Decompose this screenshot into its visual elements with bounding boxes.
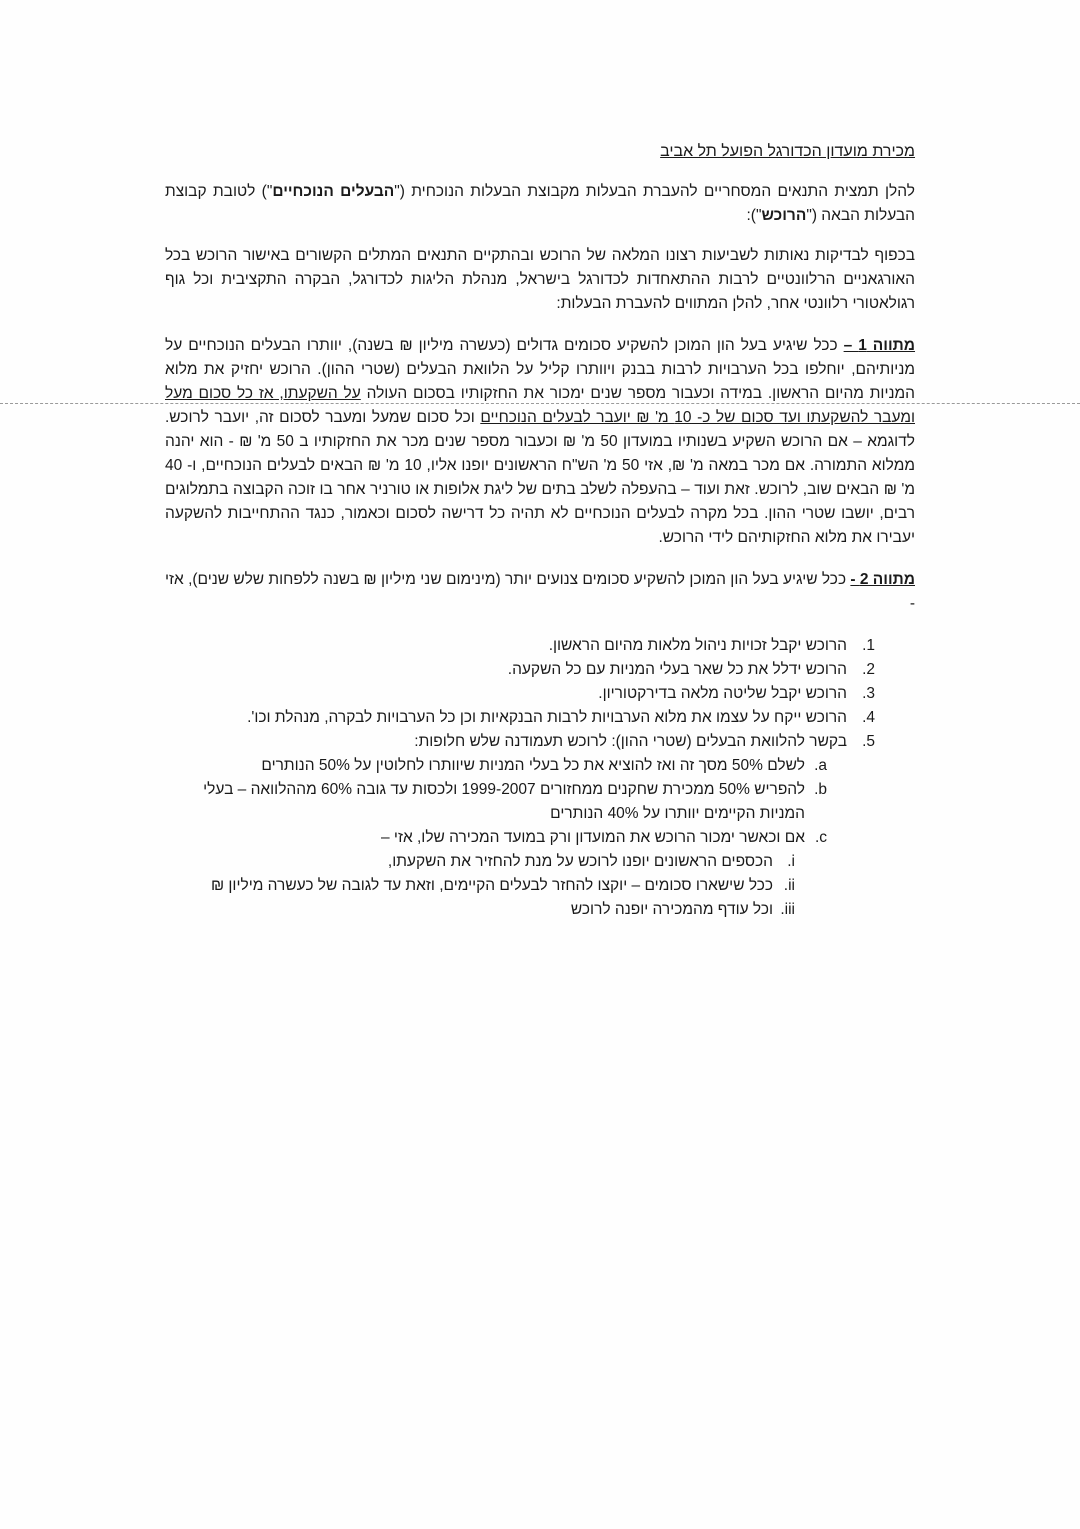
intro-bold-buyer: הרוכש	[761, 207, 807, 224]
list-item	[165, 658, 875, 682]
intro-text-3: "):	[746, 207, 762, 224]
sub-sub-list-item-text: הכספים הראשונים יופנו לרוכש על מנת להחזיר את השקעתו,	[387, 853, 773, 870]
sub-list-item-text: אם וכאשר ימכור הרוכש את המועדון ורק במועד המכירה שלו, אזי –	[380, 829, 805, 846]
sub-sub-list-item	[165, 850, 795, 874]
list-item-number: 2.	[862, 661, 875, 678]
intro-text-2: ") לטובת קבוצת הבעלות הבאה ("	[165, 183, 915, 224]
list-item-text: הרוכש יקבל זכויות ניהול מלאות מהיום הראשון.	[548, 637, 847, 654]
document-body	[165, 140, 915, 922]
sub-sub-list-item-numeral: i.	[787, 853, 795, 870]
sub-list-item-text: לשלם 50% מסך זה ואז להוציא את כל בעלי המניות שיוותרו לחלוטין על 50% הנותרים	[261, 757, 805, 774]
sub-sub-list-item-numeral: ii.	[783, 877, 795, 894]
list-item	[165, 730, 875, 922]
alternatives-list	[165, 754, 847, 922]
document-title: מכירת מועדון הכדורגל הפועל תל אביב	[660, 143, 915, 160]
sub-sub-list-item-text: ככל שישארו סכומים – יוקצו להחזר לבעלים הקיימים, וזאת עד לגובה של כעשרה מיליון ₪	[210, 877, 773, 894]
sale-proceeds-list	[165, 850, 805, 922]
outline-2-heading: מתווה 2 -	[850, 571, 915, 588]
outline-1-text-underlined: על השקעתו, אז כל סכום מעל ומעבר להשקעתו ועד סכום של כ- 10 מ' ₪ יועבר לבעלים הנוכחיים	[165, 385, 915, 426]
list-item-text: בקשר להלוואת הבעלים (שטרי ההון): לרוכש תעמודנה שלש חלופות:	[414, 733, 847, 750]
intro-bold-current-owners: הבעלים הנוכחיים	[272, 183, 395, 200]
list-item-number: 4.	[862, 709, 875, 726]
list-item-number: 3.	[862, 685, 875, 702]
sub-list-item-text: להפריש 50% ממכירת שחקנים ממחזורים 1999-2007 ולכסות עד גובה 60% מההלוואה – בעלי המניות הקיימים יוותרו על 40% הנותרים	[203, 781, 805, 822]
list-item-number: 5.	[862, 733, 875, 750]
outline-2-list	[165, 634, 915, 922]
conditions-paragraph: בכפוף לבדיקות נאותות לשביעות רצונו המלאה של הרוכש ובהתקיים התנאים המתלים הקשורים באישור הרוכש בכל האורגאניים הרלוונטיים לרבות ההתאחדות לכדורגל בישראל, מנהלת הליגות לכדורגל, הבקרה התקציבית וכל גוף רגולאטורי רלוונטי אחר, להלן המתווים להעברת הבעלות:	[165, 247, 915, 312]
sub-list-item-letter: a.	[814, 757, 827, 774]
sub-list-item	[165, 778, 827, 826]
list-item	[165, 706, 875, 730]
sub-sub-list-item-text: וכל עודף מהמכירה יופנה לרוכש	[570, 901, 773, 918]
sub-sub-list-item	[165, 898, 795, 922]
sub-sub-list-item-numeral: iii.	[780, 901, 795, 918]
intro-text-1: להלן תמצית התנאים המסחריים להעברת הבעלות מקבוצת הבעלות הנוכחית ("	[394, 183, 915, 200]
list-item	[165, 634, 875, 658]
sub-list-item	[165, 754, 827, 778]
outline-1-heading: מתווה 1 –	[843, 337, 916, 354]
list-item	[165, 682, 875, 706]
outline-1-text-b: וכל סכום שמעל ומעבר לסכום זה, יועבר לרוכש. לדוגמא – אם הרוכש השקיע בשנותיו במועדון 50 מ' ₪ וכעבור מספר שנים מכר את החזקותיו ב 50 מ' ₪ - הוא יהנה ממלוא התמורה. אם מכר במאה מ' ₪, אזי 50 מ' הש"ח הראשונים יופנו אליו, 10 מ' ₪ הבאים לבעלים הנוכחיים, ו- 40 מ' ₪ הבאים שוב, לרוכש. זאת ועוד – בהעפלה לשלב בתים של ליגת אלופות או טורניר אחר בו זוכה הקבוצה בתמלוגים רבים, יושבו שטרי ההון. בכל מקרה לבעלים הנוכחיים לא תהיה כל דרישה לסכום וכאמור, כנגד ההתחייבות להשקעה יעבירו את מלוא החזקותיהם לידי הרוכש.	[165, 409, 916, 546]
intro-paragraph	[165, 180, 915, 228]
sub-list-item-letter: c.	[814, 829, 827, 846]
list-item-text: הרוכש ייקח על עצמו את מלוא הערבויות לרבות הבנקאיות וכן כל הערבויות לבקרה, מנהלת וכו'.	[247, 709, 847, 726]
sub-list-item-letter: b.	[814, 781, 827, 798]
list-item-text: הרוכש ידלל את כל שאר בעלי המניות עם כל השקעה.	[507, 661, 847, 678]
outline-1-text-a: ככל שיגיע בעל הון המוכן להשקיע סכומים גדולים (כעשרה מיליון ₪ בשנה), יוותרו הבעלים הנוכחיים על מניותיהם, יוחלפו בכל הערבויות לרבות בבנק ויוותרו קליל על הלוואת הבעלים (שטרי ההון). הרוכש יחזיק את מלוא המניות מהיום הראשון. במידה וכעבור מספר שנים ימכור את החזקותיו בסכום העולה	[165, 337, 915, 402]
list-item-number: 1.	[862, 637, 875, 654]
sub-list-item	[165, 826, 827, 922]
outline-2-paragraph	[165, 568, 915, 616]
outline-2-text: ככל שיגיע בעל הון המוכן להשקיע סכומים צנועים יותר (מינימום שני מיליון ₪ בשנה ללפחות שלש שנים), אזי -	[165, 571, 915, 612]
sub-sub-list-item	[165, 874, 795, 898]
outline-1-paragraph	[165, 334, 915, 550]
list-item-text: הרוכש יקבל שליטה מלאה בדירקטוריון.	[598, 685, 847, 702]
